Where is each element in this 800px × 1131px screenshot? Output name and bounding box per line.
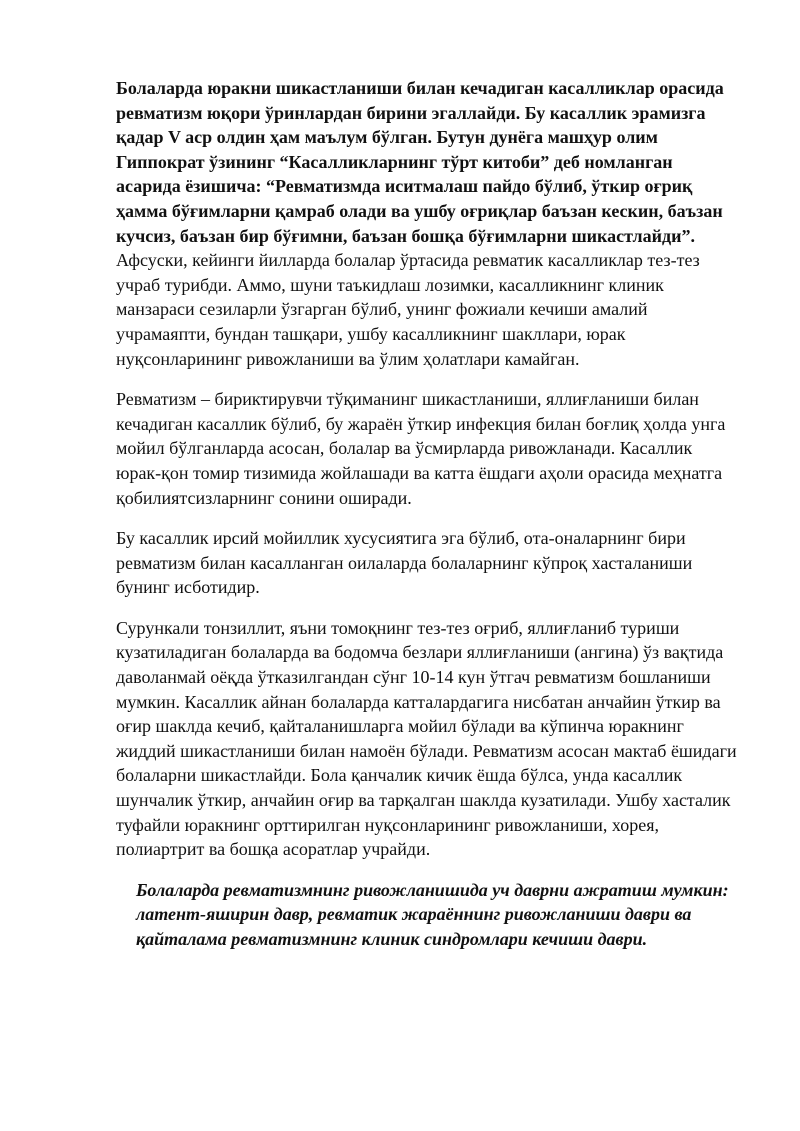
body-paragraph: Сурункали тонзиллит, яъни томоқнинг тез-тез оғриб, яллиғланиб туриши кузатиладиган болаларда ва бодомча безлари яллиғланиши (ангина) ўз вақтида даволанмай оёқда ўтказилгандан сўнг 10-14 кун ўтгач ревматизм бошланиши мумкин. Касаллик айнан болаларда катталардагига нисбатан анчайин ўткир ва оғир шаклда кечиб, қайталанишларга мойил бўлади ва кўпинча юракнинг жиддий шикастланиши билан намоён бўлади. Ревматизм асосан мактаб ёшидаги болаларни шикастлайди. Бола қанчалик кичик ёшда бўлса, унда касаллик шунчалик ўткир, анчайин оғир ва тарқалган шаклда кузатилади. Ушбу хасталик туфайли юракнинг орттирилган нуқсонларининг ривожланиши, хорея, полиартрит ва бошқа асоратлар учрайди. [116,617,737,860]
document-page [116,76,741,952]
closing-paragraph: Болаларда ревматизмнинг ривожланишида уч даврни ажратиш мумкин: латент-яширин давр, ревматик жараённинг ривожланиши даври ва қайталама ревматизмнинг клиник синдромлари кечиши даври. [136,879,729,949]
intro-paragraph: Болаларда юракни шикастланиши билан кечадиган касалликлар орасида ревматизм юқори ўринлардан бирини эгаллайди. Бу касаллик эрамизга қадар V аср олдин ҳам маълум бўлган. Бутун дунёга машҳур олим Гиппократ ўзининг “Касалликларнинг тўрт китоби” деб номланган асарида ёзишича: “Ревматизмда иситмалаш пайдо бўлиб, ўткир оғриқ ҳамма бўғимларни қамраб олади ва ушбу оғриқлар баъзан кескин, баъзан кучсиз, баъзан бир бўғимни, баъзан бошқа бўғимларни шикастлайди”. [116,78,724,246]
body-paragraph: Афсуски, кейинги йилларда болалар ўртасида ревматик касалликлар тез-тез учраб турибди. Аммо, шуни таъкидлаш лозимки, касалликнинг клиник манзараси сезиларли ўзгарган бўлиб, унинг фожиали кечиши амалий учрамаяпти, бундан ташқари, ушбу касалликнинг шакллари, юрак нуқсонларининг ривожланиши ва ўлим ҳолатлари камайган. [116,250,700,369]
body-paragraph: Бу касаллик ирсий мойиллик хусусиятига эга бўлиб, ота-оналарнинг бири ревматизм билан касалланган оилаларда болаларнинг кўпроқ хасталаниши бунинг исботидир. [116,528,693,598]
body-paragraph: Ревматизм – бириктирувчи тўқиманинг шикастланиши, яллиғланиши билан кечадиган касаллик бўлиб, бу жараён ўткир инфекция билан боғлиқ ҳолда унга мойил бўлганларда асосан, болалар ва ўсмирларда ривожланади. Касаллик юрак-қон томир тизимида жойлашади ва катта ёшдаги аҳоли орасида меҳнатга қобилиятсизларнинг сонини оширади. [116,389,726,508]
